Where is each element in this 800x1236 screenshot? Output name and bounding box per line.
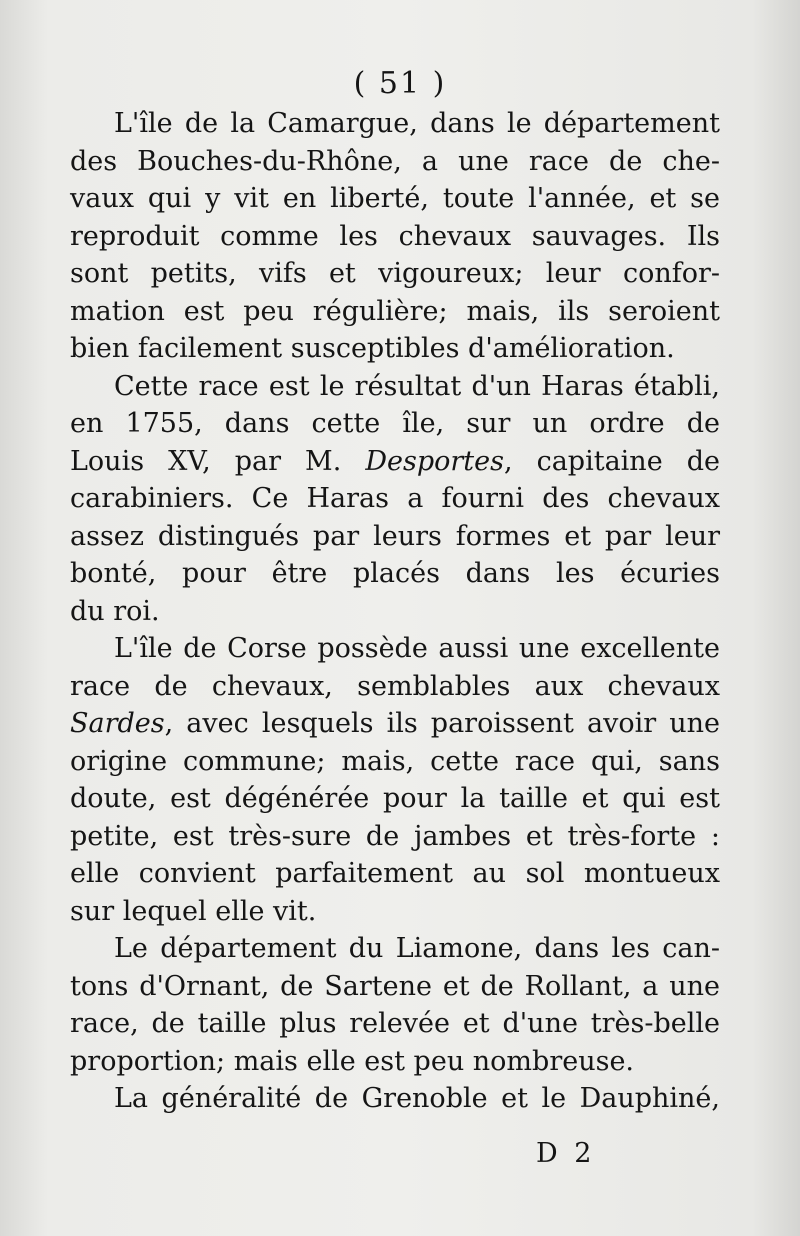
text-line: proportion; mais elle est peu nombreuse. (70, 1045, 635, 1077)
text-line: La généralité de Grenoble et le Dauphiné, (114, 1083, 720, 1114)
text-line: L'île de la Camargue, dans le département (114, 108, 720, 139)
text-line: en 1755, dans cette île, sur un ordre de (70, 408, 720, 439)
paragraph-camargue (70, 105, 720, 368)
text-line: mation est peu régulière; mais, ils seroient (70, 295, 720, 327)
text-line: vaux qui y vit en liberté, toute l'année, et se (70, 183, 720, 214)
text-line-mixed (70, 705, 720, 743)
text-line: Le département du Liamone, dans les can- (114, 933, 720, 964)
text-line: assez distingués par leurs formes et par leur (70, 520, 720, 552)
text-line: du roi. (70, 595, 160, 627)
italic-name-desportes: Desportes (365, 445, 504, 477)
text-line-mixed (70, 443, 720, 481)
text-segment: , capitaine de (503, 445, 720, 477)
text-line: race de chevaux, semblables aux chevaux (70, 670, 720, 702)
text-line: race, de taille plus relevée et d'une très-belle (70, 1008, 720, 1039)
paragraph-grenoble (70, 1080, 720, 1118)
text-line: bonté, pour être placés dans les écuries (70, 558, 720, 589)
paragraph-liamone (70, 930, 720, 1080)
page-text (70, 105, 720, 1118)
text-line: carabiniers. Ce Haras a fourni des chevaux (70, 483, 720, 514)
italic-word-sardes: Sardes (70, 708, 165, 739)
text-line: reproduit comme les chevaux sauvages. Ils (70, 220, 720, 252)
text-line: elle convient parfaitement au sol montueux (70, 858, 720, 889)
paragraph-haras (70, 368, 720, 631)
text-line: petite, est très-sure de jambes et très-forte : (70, 820, 720, 852)
paragraph-corse (70, 630, 720, 930)
text-line: Cette race est le résultat d'un Haras établi, (114, 370, 720, 402)
text-line: des Bouches-du-Rhône, a une race de che- (70, 145, 720, 177)
text-line: sont petits, vifs et vigoureux; leur confor- (70, 258, 720, 289)
page-number-header: ( 51 ) (353, 66, 447, 101)
text-segment: , avec lesquels ils paroissent avoir une (164, 708, 720, 739)
text-line: bien facilement susceptibles d'amélioration. (70, 333, 675, 364)
text-line: origine commune; mais, cette race qui, sans (70, 745, 720, 777)
text-segment: Louis XV, par M. (70, 445, 342, 477)
text-line: L'île de Corse possède aussi une excellente (114, 633, 720, 664)
text-line: doute, est dégénérée pour la taille et qui est (70, 783, 720, 814)
signature-mark: D 2 (536, 1138, 596, 1169)
text-line: sur lequel elle vit. (70, 895, 317, 927)
text-line: tons d'Ornant, de Sartene et de Rollant, a une (70, 970, 720, 1002)
